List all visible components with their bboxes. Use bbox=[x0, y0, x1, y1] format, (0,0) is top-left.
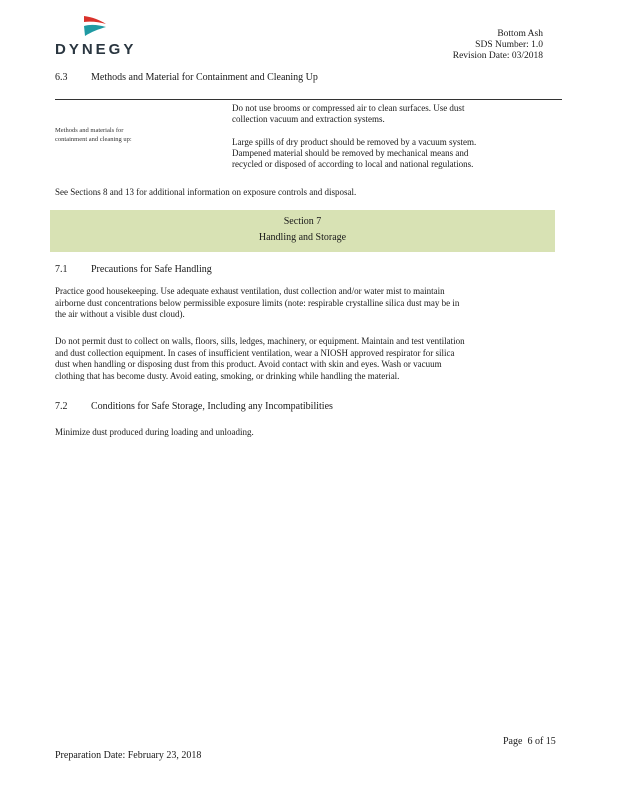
preparation-date: Preparation Date: February 23, 2018 bbox=[55, 750, 202, 761]
revision-date: Revision Date: 03/2018 bbox=[452, 51, 543, 61]
section-7-banner bbox=[50, 210, 555, 252]
text-line: Do not permit dust to collect on walls, floors, sills, ledges, machinery, or equipment. Maintain and test ventilation bbox=[55, 336, 465, 346]
text-line: clothing that has become dusty. Avoid eating, smoking, or drinking while handling the material. bbox=[55, 370, 400, 381]
section-7-2-heading bbox=[55, 401, 333, 412]
storage-text: Minimize dust produced during loading and unloading. bbox=[55, 427, 254, 437]
paragraph-dust-control bbox=[55, 336, 525, 382]
see-sections-note: See Sections 8 and 13 for additional information on exposure controls and disposal. bbox=[55, 187, 357, 197]
page-total: of 15 bbox=[534, 736, 556, 747]
product-name: Bottom Ash bbox=[497, 29, 543, 39]
row-label-line: Methods and materials for bbox=[55, 127, 124, 134]
section-title: Conditions for Safe Storage, Including any Incompatibilities bbox=[91, 401, 333, 412]
text-line: dust when handling or disposing dust from this product. Avoid contact with skin and eyes. Wash or vacuum bbox=[55, 359, 442, 369]
page-current: 6 bbox=[527, 736, 533, 747]
section-7-1-heading bbox=[55, 264, 212, 275]
banner-section-number: Section 7 bbox=[283, 216, 322, 227]
text-line: collection vacuum and extraction systems. bbox=[232, 114, 385, 124]
page-label: Page bbox=[503, 736, 523, 747]
text-line: Do not use brooms or compressed air to clean surfaces. Use dust bbox=[232, 103, 465, 113]
section-number: 7.2 bbox=[55, 401, 68, 412]
section-number: 6.3 bbox=[55, 72, 68, 83]
text-line: Practice good housekeeping. Use adequate exhaust ventilation, dust collection and/or water mist to maintain bbox=[55, 286, 445, 296]
text-line: recycled or disposed of according to local and national regulations. bbox=[232, 159, 474, 169]
text-line: airborne dust concentrations below permissible exposure limits (note: respirable crystalline silica dust may be in bbox=[55, 297, 460, 308]
sds-number: SDS Number: 1.0 bbox=[475, 40, 543, 50]
text-line: the air without a visible dust cloud). bbox=[55, 309, 185, 319]
company-logo bbox=[55, 14, 145, 60]
section-title: Precautions for Safe Handling bbox=[91, 264, 212, 275]
section-divider bbox=[55, 99, 562, 100]
section-title: Methods and Material for Containment and Cleaning Up bbox=[91, 72, 318, 83]
text-line: and dust collection equipment. In cases of insufficient ventilation, wear a NIOSH approved respirator for silica bbox=[55, 347, 455, 358]
document-header bbox=[453, 29, 543, 62]
logo-wordmark: DYNEGY bbox=[55, 41, 137, 58]
text-line: Large spills of dry product should be removed by a vacuum system. bbox=[232, 137, 477, 147]
section-number: 7.1 bbox=[55, 264, 68, 275]
row-label-line: containment and cleaning up: bbox=[55, 136, 132, 143]
row-label bbox=[55, 126, 195, 144]
dynegy-swoosh-icon bbox=[82, 14, 108, 38]
section-6-3-heading bbox=[55, 72, 318, 83]
banner-section-title: Handling and Storage bbox=[258, 232, 347, 243]
row-text-2 bbox=[232, 137, 532, 170]
text-line: Dampened material should be removed by mechanical means and bbox=[232, 148, 469, 158]
row-text-1 bbox=[232, 103, 532, 125]
paragraph-housekeeping bbox=[55, 286, 525, 321]
page-number bbox=[503, 736, 556, 747]
